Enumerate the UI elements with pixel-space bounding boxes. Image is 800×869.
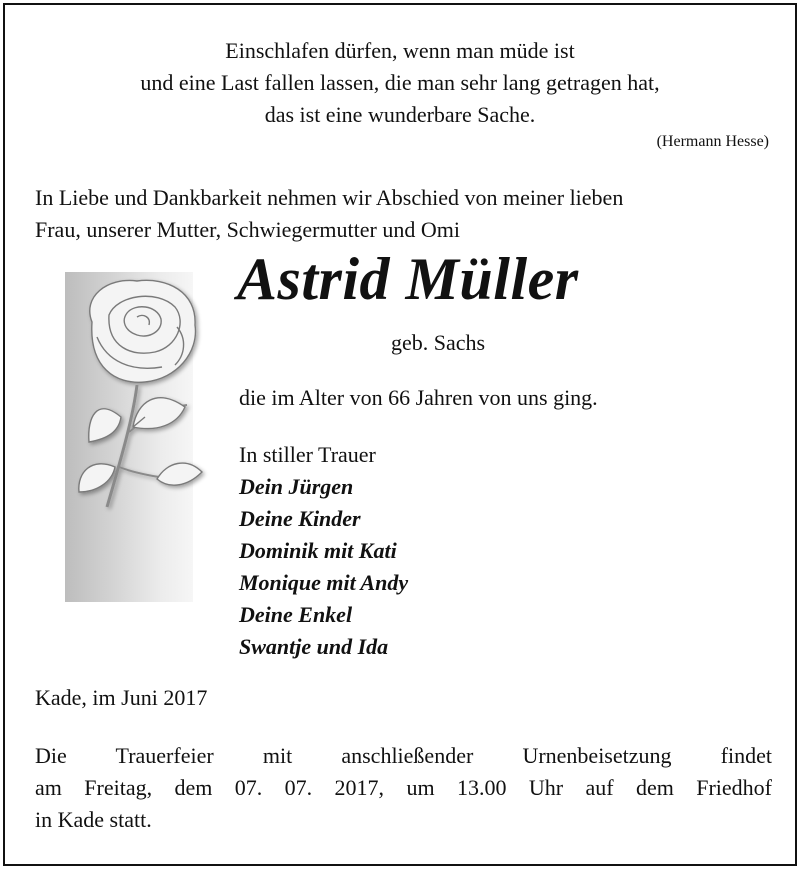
obituary-notice	[3, 3, 797, 866]
service-line: am Freitag, dem 07. 07. 2017, um 13.00 Uhr auf dem Friedhof	[35, 775, 772, 800]
mourners-block	[239, 439, 408, 663]
age-line: die im Alter von 66 Jahren von uns ging.	[239, 385, 598, 410]
mourner-name: Swantje und Ida	[239, 634, 389, 659]
quote-line: und eine Last fallen lassen, die man sehr lang getragen hat,	[140, 70, 660, 95]
service-line: in Kade statt.	[35, 807, 152, 832]
service-line: Die Trauerfeier mit anschließender Urnenbeisetzung findet	[35, 743, 772, 768]
quote-block	[5, 35, 795, 131]
intro-line: In Liebe und Dankbarkeit nehmen wir Abschied von meiner lieben	[35, 185, 624, 210]
quote-line: das ist eine wunderbare Sache.	[264, 102, 536, 127]
service-details	[35, 740, 772, 836]
rose-icon	[37, 267, 237, 527]
intro-text	[35, 182, 775, 246]
deceased-name: Astrid Müller	[237, 246, 579, 312]
mourner-name: Monique mit Andy	[239, 570, 409, 595]
birth-name: geb. Sachs	[391, 330, 486, 355]
mourner-name: Dominik mit Kati	[239, 538, 397, 563]
mourner-name: Deine Enkel	[239, 602, 353, 627]
mourner-name: Deine Kinder	[239, 506, 361, 531]
mourning-heading: In stiller Trauer	[239, 442, 376, 467]
place-date: Kade, im Juni 2017	[35, 685, 208, 710]
mourner-name: Dein Jürgen	[239, 474, 354, 499]
quote-author: (Hermann Hesse)	[656, 133, 769, 150]
intro-line: Frau, unserer Mutter, Schwiegermutter und Omi	[35, 217, 460, 242]
quote-line: Einschlafen dürfen, wenn man müde ist	[225, 38, 575, 63]
